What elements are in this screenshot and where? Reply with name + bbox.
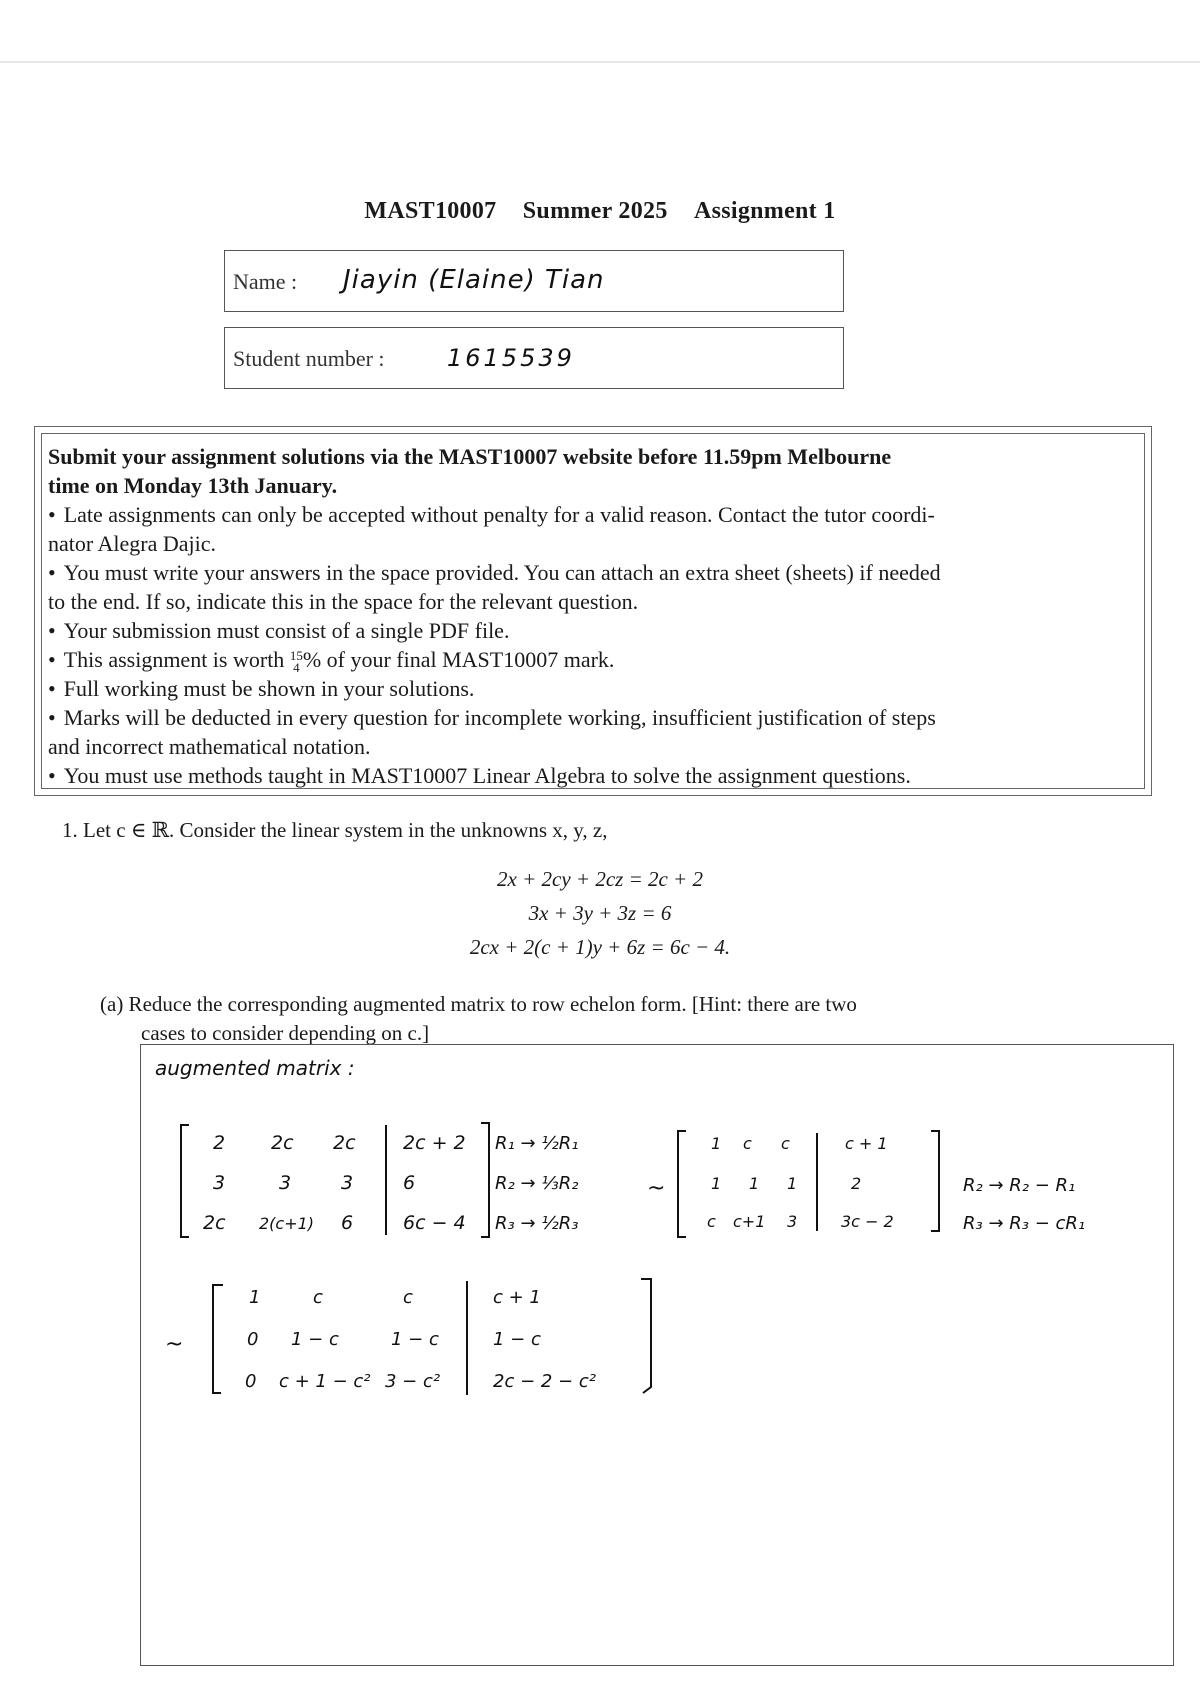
svg-text:2c − 2 − c²: 2c − 2 − c²	[493, 1371, 596, 1392]
tilde-2: ~	[165, 1332, 184, 1357]
svg-text:R₂ → ⅓R₂: R₂ → ⅓R₂	[495, 1173, 579, 1194]
svg-text:1: 1	[711, 1174, 722, 1193]
svg-text:2c + 2: 2c + 2	[403, 1132, 466, 1154]
handwritten-working	[141, 1045, 1175, 1667]
svg-text:1 − c: 1 − c	[493, 1329, 541, 1350]
assignment-number: Assignment 1	[693, 198, 836, 224]
name-label: Name :	[233, 269, 298, 294]
equation-3: 2cx + 2(c + 1)y + 6z = 6c − 4.	[469, 935, 731, 959]
student-number-label: Student number :	[233, 346, 385, 371]
course-code: MAST10007	[364, 198, 497, 224]
svg-text:c: c	[313, 1287, 323, 1308]
equation-1: 2x + 2cy + 2cz = 2c + 2	[497, 867, 703, 891]
svg-text:R₃ → R₃ − cR₁: R₃ → R₃ − cR₁	[963, 1213, 1086, 1234]
svg-text:1 − c: 1 − c	[291, 1329, 339, 1350]
svg-text:c: c	[403, 1287, 413, 1308]
svg-text:2c: 2c	[271, 1132, 294, 1154]
working-heading: augmented matrix :	[155, 1056, 355, 1080]
svg-text:c: c	[743, 1134, 752, 1153]
row-operations-2	[963, 1175, 1085, 1234]
question-1a-line-2: cases to consider depending on c.]	[141, 1021, 430, 1045]
instructions-box	[34, 426, 1152, 796]
bullet-marks-cont: and incorrect mathematical notation.	[48, 734, 371, 759]
svg-text:3: 3	[213, 1172, 226, 1194]
row-operations-1	[495, 1133, 578, 1234]
question-1a	[100, 990, 1060, 1048]
svg-text:R₂ → R₂ − R₁: R₂ → R₂ − R₁	[963, 1175, 1076, 1196]
svg-text:2c: 2c	[333, 1132, 356, 1154]
svg-text:R₃ → ½R₃: R₃ → ½R₃	[495, 1213, 579, 1234]
svg-text:c + 1: c + 1	[493, 1287, 541, 1308]
svg-text:2: 2	[213, 1132, 226, 1154]
deadline-line-2: time on Monday 13th January.	[48, 473, 338, 498]
svg-text:3: 3	[341, 1172, 354, 1194]
matrix-1	[203, 1132, 466, 1234]
name-value: Jiayin (Elaine) Tian	[343, 265, 605, 295]
svg-text:2(c+1): 2(c+1)	[259, 1214, 315, 1233]
student-number-value: 1615539	[447, 344, 575, 372]
deadline-line-1: Submit your assignment solutions via the MAST10007 website before 11.59pm Melbourne	[48, 444, 892, 469]
question-1-intro: 1. Let c ∈ ℝ. Consider the linear system in the unknowns x, y, z,	[62, 818, 608, 842]
svg-text:3: 3	[279, 1172, 292, 1194]
svg-text:R₁ → ½R₁: R₁ → ½R₁	[495, 1133, 579, 1154]
svg-text:6: 6	[341, 1212, 354, 1234]
svg-text:c: c	[707, 1212, 716, 1231]
matrix-3	[245, 1287, 596, 1392]
svg-text:c + 1 − c²: c + 1 − c²	[279, 1371, 371, 1392]
bullet-worth: • This assignment is worth 15 4 % of your final MAST10007 mark.	[48, 645, 1138, 674]
page-title	[0, 198, 1200, 225]
svg-text:c+1: c+1	[733, 1212, 766, 1231]
svg-text:2c: 2c	[203, 1212, 226, 1234]
name-field[interactable]	[224, 250, 844, 312]
svg-text:1: 1	[787, 1174, 798, 1193]
bullet-pdf: • Your submission must consist of a single PDF file.	[48, 616, 1138, 645]
term: Summer 2025	[522, 198, 668, 224]
equation-2: 3x + 3y + 3z = 6	[528, 901, 672, 925]
svg-text:1 − c: 1 − c	[391, 1329, 439, 1350]
svg-text:0: 0	[245, 1371, 257, 1392]
top-divider	[0, 61, 1200, 63]
svg-text:3c − 2: 3c − 2	[841, 1212, 894, 1231]
bullet-space-cont: to the end. If so, indicate this in the space for the relevant question.	[48, 589, 639, 614]
svg-text:6c − 4: 6c − 4	[403, 1212, 466, 1234]
student-number-field[interactable]	[224, 327, 844, 389]
svg-text:1: 1	[249, 1287, 261, 1308]
matrix-2	[707, 1134, 894, 1231]
svg-text:2: 2	[851, 1174, 862, 1193]
svg-text:1: 1	[749, 1174, 760, 1193]
bullet-late-cont: nator Alegra Dajic.	[48, 531, 216, 556]
svg-text:1: 1	[711, 1134, 722, 1153]
answer-box-1a[interactable]	[140, 1044, 1174, 1666]
svg-text:0: 0	[247, 1329, 259, 1350]
svg-text:3 − c²: 3 − c²	[385, 1371, 441, 1392]
svg-text:3: 3	[787, 1212, 798, 1231]
bullet-working: • Full working must be shown in your solutions.	[48, 674, 1138, 703]
tilde-1: ~	[647, 1176, 666, 1201]
bullet-marks: • Marks will be deducted in every question for incomplete working, insufficient justification of steps	[48, 703, 1138, 732]
bullet-late: • Late assignments can only be accepted without penalty for a valid reason. Contact the tutor coordi-	[48, 500, 1138, 529]
bullet-space: • You must write your answers in the space provided. You can attach an extra sheet (sheets) if needed	[48, 558, 1138, 587]
question-1a-line-1: (a) Reduce the corresponding augmented matrix to row echelon form. [Hint: there are two	[100, 992, 857, 1016]
bullet-methods: • You must use methods taught in MAST10007 Linear Algebra to solve the assignment questions.	[48, 761, 1138, 790]
worth-fraction: 15 4	[289, 647, 303, 675]
svg-text:c + 1: c + 1	[845, 1134, 888, 1153]
svg-text:c: c	[781, 1134, 790, 1153]
svg-text:6: 6	[403, 1172, 416, 1194]
